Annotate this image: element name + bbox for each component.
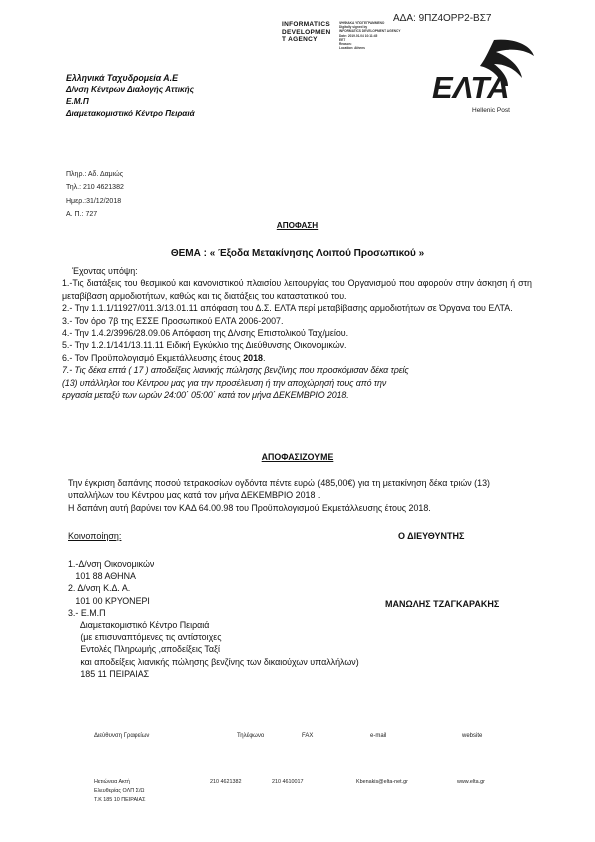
consideration-item: 6.- Τον Προϋπολογισμό Εκμετάλλευσης έτους 2018. <box>62 352 266 363</box>
subject-line: ΘΕΜΑ : « Έξοδα Μετακίνησης Λοιπού Προσωπικού » <box>170 248 425 259</box>
footer-header-fax: FAX <box>302 733 314 739</box>
company-name: Ελληνικά Ταχυδρομεία Α.Ε <box>66 73 178 83</box>
recipients-list <box>68 558 359 680</box>
resolution-charge: Η δαπάνη αυτή βαρύνει τον ΚΑΔ 64.00.98 του Προϋπολογισμού Εκμετάλλευσης έτους 2018. <box>68 502 431 513</box>
recipient-line: Εντολές Πληρωμής ,αποδείξεις Ταξί <box>68 644 220 655</box>
consideration-item: 7.- Τις δέκα επτά ( 17 ) αποδείξεις λιανικής πώλησης βενζίνης που προσκόμισαν δέκα τρείς <box>62 365 409 376</box>
logo-text: ΕΛΤΑ <box>432 70 510 105</box>
footer-header-email: e-mail <box>370 733 387 739</box>
recipient-line: 1.-Δ/νση Οικονομικών <box>68 559 155 569</box>
recipient-line: 3.- Ε.Μ.Π <box>68 607 106 618</box>
footer-header-website: website <box>462 733 483 739</box>
signature-line: INFORMATICS <box>282 21 330 28</box>
elta-logo <box>428 36 538 120</box>
recipient-line: (με επισυναπτόμενες τις αντίστοιχες <box>68 632 222 643</box>
consideration-item: (13) υπάλληλοι του Κέντρου μας για την προσέλευση ή την αποχώρησή τους από την <box>62 377 387 388</box>
consideration-item: 4.- Την 1.4.2/3996/28.09.06 Απόφαση της Δ/νσης Επιστολικού Ταχ/μείου. <box>62 328 349 339</box>
unit-name: Ε.Μ.Π <box>66 97 89 106</box>
document-date: Ημερ.:31/12/2018 <box>66 197 122 205</box>
footer-header-address: Διεύθυνση Γραφείων <box>94 733 150 739</box>
notification-label: Κοινοποίηση: <box>68 531 122 541</box>
director-title: Ο ΔΙΕΥΘΥΝΤΗΣ <box>398 531 465 541</box>
digital-signature-details: ΨΗΦΙΑΚΑ ΥΠΟΓΕΓΡΑΜΜΕΝΟ Digitally signed by INFORMATICS DEVELOPMENT AGENCY Date: 2019.01.04 10:11:45 EET Reason: Location: Athens <box>339 21 401 51</box>
contact-phone: Τηλ.: 210 4621382 <box>66 184 124 192</box>
footer-header-phone: Τηλέφωνο <box>237 733 265 739</box>
logo-subtitle: Hellenic Post <box>472 107 510 114</box>
signature-line: T AGENCY <box>282 36 318 44</box>
recipient-line: 101 88 ΑΘΗΝΑ <box>68 571 136 582</box>
recipient-line: 101 00 ΚΡΥΟΝΕΡΙ <box>68 595 150 606</box>
considerations-list <box>62 265 532 401</box>
recipient-line: Διαμετακομιστικό Κέντρο Πειραιά <box>68 620 210 631</box>
consideration-item: εργασία μεταξύ των ωρών 24:00΄ 05:00΄ κατά τον μήνα ΔΕΚΕΜΒΡΙΟ 2018. <box>62 390 349 401</box>
sender-block <box>66 72 195 120</box>
consideration-item: 1.-Τις διατάξεις του θεσμικού και κανονιστικού πλαισίου λειτουργίας του Οργανισμού που αφορούν στην άσκηση ή στη μεταβίβαση αρμοδιοτήτων, καθώς και τις διατάξεις του καταστατικού του. <box>62 278 532 301</box>
footer-email-link[interactable]: Kbenakis@elta-net.gr <box>356 779 408 785</box>
recipient-line: και αποδείξεις λιανικής πώλησης βενζίνης των δικαιούχων υπαλλήλων) <box>68 656 359 667</box>
recipient-line: 2. Δ/νση Κ.Δ. Α. <box>68 583 131 594</box>
contact-block <box>66 168 124 221</box>
footer-website-link[interactable]: www.elta.gr <box>457 779 485 785</box>
consideration-item: 2.- Την 1.1.1/11927/011.3/13.01.11 απόφαση του Δ.Σ. ΕΛΤΑ περί μεταβίβασης αρμοδιοτήτων σε Όργανα του ΕΛΤΑ. <box>62 303 513 314</box>
footer-fax: 210 4610017 <box>272 779 304 785</box>
protocol-number: Α. Π.: 727 <box>66 210 98 218</box>
footer-address: Ηετιώνεια Ακτή Ελευθερίας ΟΛΠ Σ/Ω Τ.Κ 185 10 ΠΕΙΡΑΙΑΣ <box>94 779 146 803</box>
contact-person: Πληρ.: Αδ. Δαμιώς <box>66 171 124 178</box>
ada-code: ΑΔΑ: 9ΠΖ4ΟΡΡ2-ΒΣ7 <box>393 13 492 24</box>
recipient-line: 185 11 ΠΕΙΡΑΙΑΣ <box>68 668 150 679</box>
signer-name: ΜΑΝΩΛΗΣ ΤΖΑΓΚΑΡΑΚΗΣ <box>385 599 500 609</box>
resolution-paragraph: Την έγκριση δαπάνης ποσού τετρακοσίων ογδόντα πέντε ευρώ (485,00€) για τη μετακίνηση δέκα τριών (13) υπαλλήλων του Κέντρου μας κατά τον μήνα ΔΕΚΕΜΒΡΙΟ 2018 . <box>68 478 490 501</box>
decision-title: ΑΠΟΦΑΣΗ <box>276 221 319 230</box>
footer-phone: 210 4621382 <box>210 779 242 785</box>
considerations-intro: Έχοντας υπόψη: <box>72 266 138 276</box>
department-name: Δ/νση Κέντρων Διαλογής Αττικής <box>66 85 194 94</box>
consideration-item: 5.- Την 1.2.1/141/13.11.11 Ειδική Εγκύκλιο της Διεύθυνσης Οικονομικών. <box>62 340 347 351</box>
signature-line: DEVELOPMEN <box>282 28 331 36</box>
resolution-body <box>68 477 530 514</box>
signature-agency-block <box>282 21 331 44</box>
consideration-item: 3.- Τον όρο 7β της ΕΣΣΕ Προσωπικού ΕΛΤΑ 2006-2007. <box>62 315 284 326</box>
center-name: Διαμετακομιστικό Κέντρο Πειραιά <box>66 109 195 118</box>
resolution-title: ΑΠΟΦΑΣΙΖΟΥΜΕ <box>261 452 334 462</box>
